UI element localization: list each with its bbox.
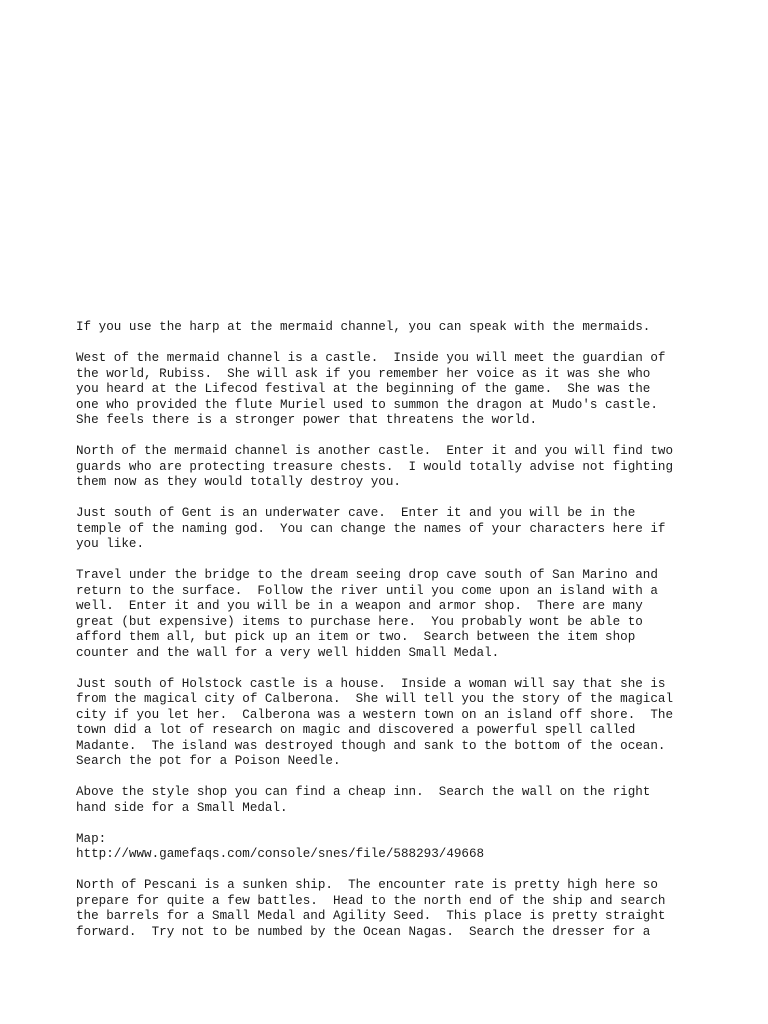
text-line: you heard at the Lifecod festival at the beginning of the game. She was the — [76, 382, 651, 396]
text-line: you like. — [76, 537, 145, 551]
text-line: North of Pescani is a sunken ship. The encounter rate is pretty high here so — [76, 878, 658, 892]
paragraph — [76, 785, 756, 816]
document-body — [76, 320, 756, 956]
text-line: Above the style shop you can find a cheap inn. Search the wall on the right — [76, 785, 651, 799]
text-line: them now as they would totally destroy you. — [76, 475, 401, 489]
paragraph — [76, 506, 756, 553]
text-line: temple of the naming god. You can change the names of your characters here if — [76, 521, 666, 536]
text-line: one who provided the flute Muriel used to summon the dragon at Mudo's castle. — [76, 397, 658, 412]
text-line: prepare for quite a few battles. Head to the north end of the ship and search — [76, 893, 666, 908]
paragraph — [76, 568, 756, 661]
paragraph — [76, 444, 756, 491]
text-line: the barrels for a Small Medal and Agility Seed. This place is pretty straight — [76, 909, 666, 923]
text-line: Madante. The island was destroyed though and sank to the bottom of the ocean. — [76, 738, 666, 753]
text-line: great (but expensive) items to purchase here. You probably wont be able to — [76, 614, 643, 629]
paragraph — [76, 677, 756, 770]
text-line: return to the surface. Follow the river until you come upon an island with a — [76, 583, 658, 598]
text-line: hand side for a Small Medal. — [76, 800, 288, 815]
text-line: the world, Rubiss. She will ask if you remember her voice as it was she who — [76, 366, 651, 381]
text-line: city if you let her. Calberona was a western town on an island off shore. The — [76, 707, 674, 722]
paragraph — [76, 832, 756, 863]
text-line: If you use the harp at the mermaid channel, you can speak with the mermaids. — [76, 320, 651, 334]
text-line: She feels there is a stronger power that threatens the world. — [76, 413, 538, 427]
paragraph — [76, 878, 756, 940]
text-line: counter and the wall for a very well hidden Small Medal. — [76, 645, 500, 660]
text-line: afford them all, but pick up an item or two. Search between the item shop — [76, 630, 636, 644]
text-line: Just south of Holstock castle is a house. Inside a woman will say that she is — [76, 676, 666, 691]
text-line: forward. Try not to be numbed by the Ocean Nagas. Search the dresser for a — [76, 924, 651, 939]
paragraph — [76, 320, 756, 336]
text-line: guards who are protecting treasure chests. I would totally advise not fighting — [76, 459, 674, 474]
text-line: Just south of Gent is an underwater cave. Enter it and you will be in the — [76, 506, 636, 520]
text-line: town did a lot of research on magic and discovered a powerful spell called — [76, 723, 636, 737]
text-line: Map: — [76, 831, 107, 846]
text-line: http://www.gamefaqs.com/console/snes/file/588293/49668 — [76, 847, 485, 861]
text-line: North of the mermaid channel is another castle. Enter it and you will find two — [76, 444, 674, 458]
text-line: West of the mermaid channel is a castle. Inside you will meet the guardian of — [76, 351, 666, 365]
paragraph — [76, 351, 756, 429]
text-line: from the magical city of Calberona. She will tell you the story of the magical — [76, 692, 674, 706]
text-line: Travel under the bridge to the dream seeing drop cave south of San Marino and — [76, 568, 658, 582]
text-line: Search the pot for a Poison Needle. — [76, 754, 341, 768]
text-line: well. Enter it and you will be in a weapon and armor shop. There are many — [76, 599, 643, 613]
